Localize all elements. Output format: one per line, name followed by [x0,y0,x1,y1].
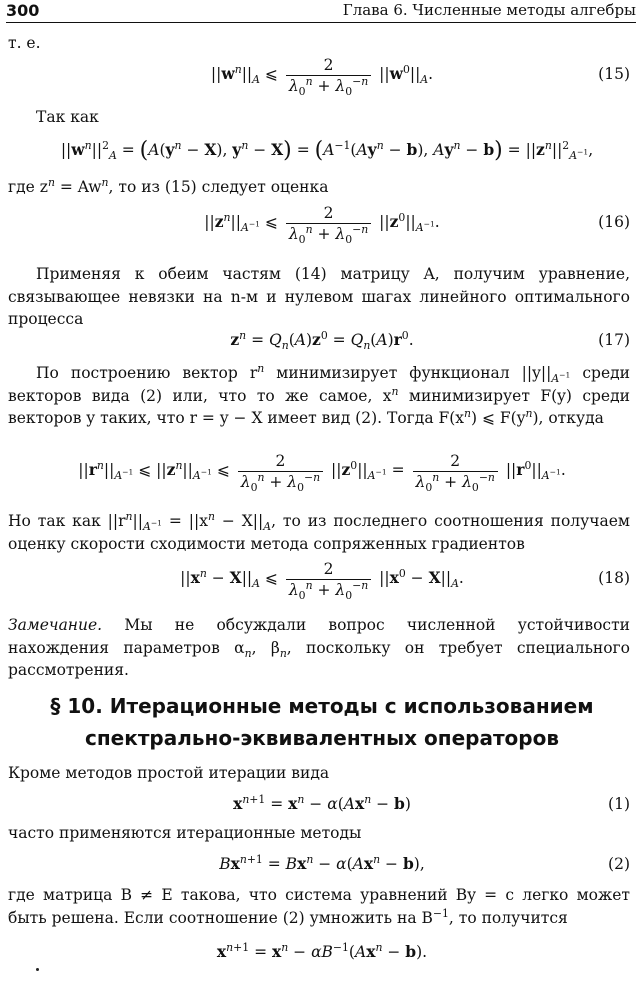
equation-r-bound: $||r^n||_{A^{-1}}$ ⩽ $||z^n||_{A^{-1}}$ ⩽ $\frac{2}{\lambda_0^n + \lambda_0^{-n}}$ $||z^0||_{A^{-1}}$ = $\frac{2}{\lambda_0^n + \lambda_0^{-n}}$ $||r^0||_{A^{-1}}$. [78,451,566,494]
equation-number: (18) [598,569,630,587]
text-remark: Замечание. Мы не обсуждали вопрос численной устойчивости нахождения параметров $\alpha_n$, $\beta_n$, поскольку он требует специального рассмотрения. [8,616,630,679]
text-primenyaya: Применяя к обеим частям (14) матрицу A, получим уравнение, связывающее невязки на n-м и нулевом шагах линейного оптимального процесса [8,265,630,328]
equation-18: $||x^n - X||_A$ ⩽ $\frac{2}{\lambda_0^n + \lambda_0^{-n}}$ $||x^0 - X||_A$. (18) [180,559,630,602]
running-title: Глава 6. Численные методы алгебры [342,1,636,19]
equation-1: $x^{n+1} = x^n - \alpha(Ax^n - b)$ (1) [0,784,644,824]
text-chasto: часто применяются итерационные методы [8,824,362,842]
equation-number: (17) [598,331,630,349]
text-gde-zn: где $z^n = Aw^n$, то из (15) следует оценка [8,175,329,196]
equation-number: (15) [598,65,630,83]
equation-result: $x^{n+1} = x^n - \alpha B^{-1}(Ax^n - b)$. [216,940,428,961]
text-krome: Кроме методов простой итерации вида [8,764,330,782]
text-gde-matrica: где матрица B ≠ E такова, что система уравнений By = c легко может быть решена. Если соотношение (2) умножить на $B^{-1}$, то получится [8,886,630,927]
equation-number: (2) [608,855,630,873]
page-header [6,0,636,23]
equation-number: (1) [608,795,630,813]
equation-17: $z^n = Q_n(A)z^0 = Q_n(A)r^0$. (17) [0,320,644,360]
equation-norm-identity: $||w^n||^2_A = (A(y^n - X)$, $y^n - X) = (A^{-1}(Ay^n - b)$, $Ay^n - b) = ||z^n||^2_{A^{-1}}$, [60,138,594,163]
text-tak-kak: Так как [36,108,99,126]
section-title-line-2: спектрально-эквивалентных операторов [85,726,559,750]
equation-2: $Bx^{n+1} = Bx^n - \alpha(Ax^n - b)$, (2) [0,844,644,884]
equation-number: (16) [598,213,630,231]
equation-16: $||z^n||_{A^{-1}}$ ⩽ $\frac{2}{\lambda_0^n + \lambda_0^{-n}}$ $||z^0||_{A^{-1}}$. (16) [204,203,630,246]
text-te: т. е. [8,34,41,52]
equation-15: $||w^n||_A$ ⩽ $\frac{2}{\lambda_0^n + \lambda_0^{-n}}$ $||w^0||_A$. (15) [210,55,630,98]
page-number: 300 [6,1,40,20]
remark-label: Замечание. [8,616,103,634]
text-no-tak-kak: Но так как $||r^n||_{A^{-1}} = ||x^n - X||_A$, то из последнего соотношения получаем оценку скорости сходимости метода сопряженных градиентов [8,509,630,553]
section-title-line-1: § 10. Итерационные методы с использованием [50,694,594,718]
text-po-postroeniyu: По построению вектор $r^n$ минимизирует функционал $||y||_{A^{-1}}$ среди векторов вида (2) или, что то же самое, $x^n$ минимизирует F(y) среди векторов y таких, что r = y − X имеет вид (2). Тогда $F(x^n)$ ⩽ $F(y^n)$, откуда [8,361,631,427]
scan-artifact-dot [36,968,39,971]
